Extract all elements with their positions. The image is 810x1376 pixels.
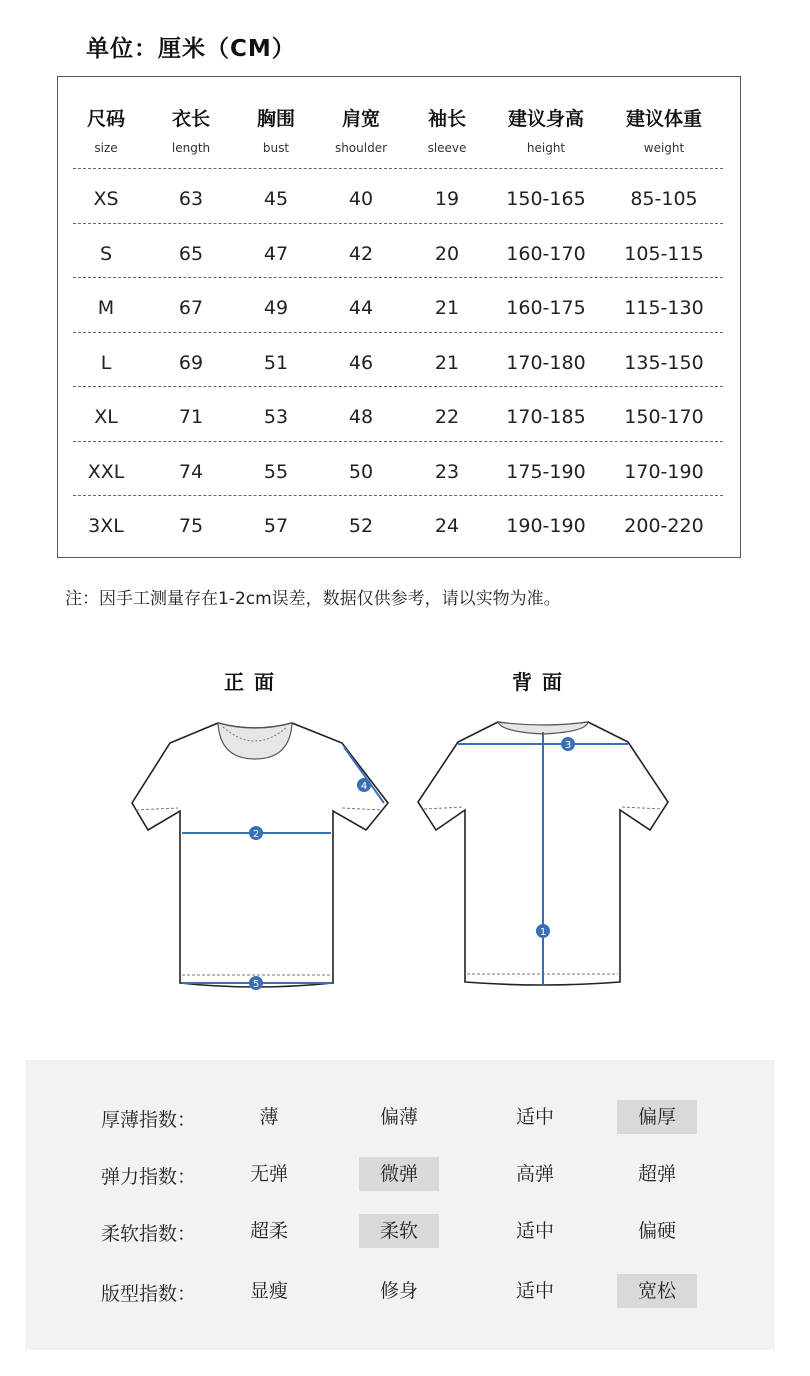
table-cell: 160-175 [506, 297, 586, 319]
table-cell: 52 [348, 515, 374, 537]
index-option: 薄 [259, 1106, 279, 1128]
column-header-en: size [94, 141, 118, 155]
column-header-zh: 肩宽 [341, 108, 380, 130]
table-cell: XS [93, 188, 119, 210]
index-option: 适中 [515, 1106, 554, 1128]
table-cell: 20 [434, 242, 460, 265]
table-cell: 48 [348, 406, 374, 428]
table-cell: 47 [263, 242, 289, 265]
index-label: 柔软指数： [101, 1223, 197, 1245]
table-cell: 21 [434, 297, 460, 319]
column-header-en: shoulder [334, 141, 388, 155]
table-cell: 170-190 [624, 460, 704, 483]
table-cell: M [97, 297, 115, 319]
index-option-selected: 柔软 [359, 1214, 439, 1248]
marker-2 [249, 826, 263, 840]
table-cell: 3XL [88, 515, 124, 537]
marker-1 [536, 924, 550, 938]
table-cell: 135-150 [624, 351, 704, 374]
row-divider [73, 386, 723, 387]
table-cell: 65 [178, 242, 204, 265]
table-cell: 45 [263, 188, 289, 210]
table-cell: 22 [434, 406, 460, 428]
column-header-en: sleeve [427, 141, 467, 155]
table-cell: 170-185 [506, 406, 586, 428]
table-cell: 190-190 [506, 515, 586, 537]
svg-text:1: 1 [539, 927, 547, 938]
row-divider [73, 495, 723, 496]
index-option: 超柔 [249, 1220, 288, 1242]
table-cell: 74 [178, 460, 204, 483]
front-tshirt-diagram [120, 715, 400, 1005]
column-header-en: height [526, 141, 566, 155]
table-cell: S [99, 242, 113, 265]
row-divider [73, 277, 723, 278]
index-option: 偏薄 [379, 1106, 418, 1128]
table-cell: 42 [348, 242, 374, 265]
index-option: 显瘦 [249, 1280, 288, 1302]
column-header-zh: 袖长 [427, 108, 466, 130]
column-header-height [486, 104, 606, 155]
row-divider [73, 441, 723, 442]
table-cell: 63 [178, 188, 204, 210]
table-cell: 40 [348, 188, 374, 210]
svg-text:5: 5 [252, 979, 260, 990]
table-cell: 71 [178, 406, 204, 428]
table-cell: 21 [434, 351, 460, 374]
index-option-selected: 偏厚 [617, 1100, 697, 1134]
index-label: 弹力指数： [101, 1166, 197, 1188]
table-cell: 57 [263, 515, 289, 537]
svg-text:2: 2 [252, 829, 260, 840]
page-title: 单位：厘米（CM） [86, 36, 296, 62]
table-cell: 67 [178, 297, 204, 319]
index-label: 版型指数： [101, 1283, 197, 1305]
column-header-zh: 衣长 [171, 108, 210, 130]
row-divider [73, 223, 723, 224]
table-cell: 200-220 [624, 515, 704, 537]
table-cell: 46 [348, 351, 374, 374]
table-cell: 24 [434, 515, 460, 537]
table-cell: 75 [178, 515, 204, 537]
table-cell: 85-105 [630, 188, 698, 210]
table-cell: 69 [178, 351, 204, 374]
table-cell: 44 [348, 297, 374, 319]
table-cell: 53 [263, 406, 289, 428]
index-option: 无弹 [249, 1163, 288, 1185]
index-option: 偏硬 [637, 1220, 676, 1242]
table-cell: 150-165 [506, 188, 586, 210]
index-option: 修身 [379, 1280, 418, 1302]
table-cell: 160-170 [506, 242, 586, 265]
table-cell: L [100, 351, 112, 374]
row-divider [73, 168, 723, 169]
table-cell: 50 [348, 460, 374, 483]
back-tshirt-diagram [410, 712, 690, 1002]
table-cell: 23 [434, 460, 460, 483]
marker-3 [561, 737, 575, 751]
table-cell: XXL [87, 460, 125, 483]
back-view-title: 背面 [512, 670, 572, 694]
index-option: 适中 [515, 1220, 554, 1242]
svg-text:4: 4 [360, 781, 368, 792]
index-option: 适中 [515, 1280, 554, 1302]
table-cell: XL [94, 406, 118, 428]
table-cell: 105-115 [624, 242, 704, 265]
marker-5 [249, 976, 263, 990]
table-cell: 150-170 [624, 406, 704, 428]
table-cell: 49 [263, 297, 289, 319]
marker-4 [357, 778, 371, 792]
table-cell: 51 [263, 351, 289, 374]
column-header-zh: 建议身高 [507, 108, 584, 130]
column-header-en: length [171, 141, 211, 155]
table-cell: 170-180 [506, 351, 586, 374]
front-shirt-body [132, 723, 388, 987]
row-divider [73, 332, 723, 333]
table-cell: 175-190 [506, 460, 586, 483]
index-option-selected: 宽松 [617, 1274, 697, 1308]
column-header-zh: 建议体重 [625, 108, 702, 130]
table-cell: 115-130 [624, 297, 704, 319]
index-option: 超弹 [637, 1163, 676, 1185]
column-header-zh: 尺码 [86, 108, 125, 130]
table-cell: 19 [434, 188, 460, 210]
table-cell: 55 [263, 460, 289, 483]
front-view-title: 正面 [224, 670, 284, 694]
column-header-en: weight [643, 141, 685, 155]
index-option: 高弹 [515, 1163, 554, 1185]
index-label: 厚薄指数： [101, 1109, 197, 1131]
column-header-weight [604, 104, 724, 155]
column-header-zh: 胸围 [256, 108, 295, 130]
column-header-en: bust [262, 141, 290, 155]
measurement-note: 注：因手工测量存在1-2cm误差，数据仅供参考，请以实物为准。 [65, 589, 561, 609]
svg-text:3: 3 [564, 740, 572, 751]
index-option-selected: 微弹 [359, 1157, 439, 1191]
